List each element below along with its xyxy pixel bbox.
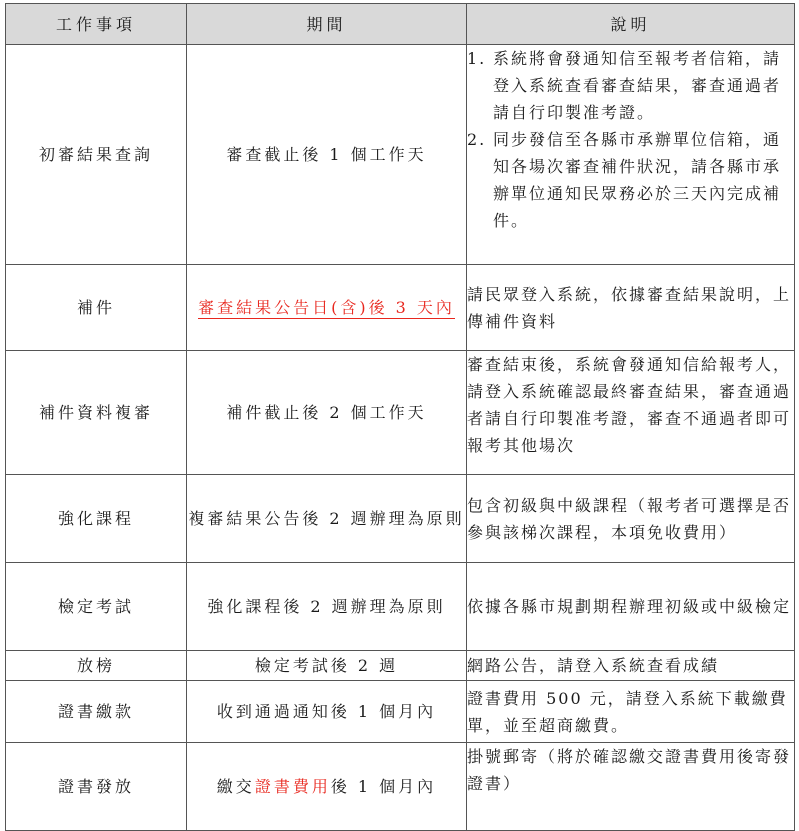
highlighted-period: 審查結果公告日(含)後 3 天內 (198, 298, 455, 317)
row-item: 補件 (6, 265, 187, 351)
row-period: 強化課程後 2 週辦理為原則 (187, 563, 467, 651)
table-row (6, 651, 795, 681)
table-row (6, 681, 795, 743)
row-item: 檢定考試 (6, 563, 187, 651)
list-number: 2. (467, 130, 487, 149)
row-desc: 網路公告，請登入系統查看成績 (467, 651, 795, 681)
table-row (6, 475, 795, 563)
row-desc: 審查結束後，系統會發通知信給報考人，請登入系統確認最終審查結果，審查通過者請自行印製准考證，審查不通過者即可報考其他場次 (467, 351, 795, 475)
row-period: 收到通過通知後 1 個月內 (187, 681, 467, 743)
row-desc: 掛號郵寄（將於確認繳交證書費用後寄發證書） (467, 743, 795, 831)
row-desc (467, 45, 795, 265)
row-period: 檢定考試後 2 週 (187, 651, 467, 681)
row-item: 強化課程 (6, 475, 187, 563)
row-desc: 依據各縣市規劃期程辦理初級或中級檢定 (467, 563, 795, 651)
row-item: 補件資料複審 (6, 351, 187, 475)
table-row (6, 265, 795, 351)
list-item (467, 126, 794, 234)
table-row (6, 351, 795, 475)
row-item: 放榜 (6, 651, 187, 681)
row-item: 初審結果查詢 (6, 45, 187, 265)
period-highlight: 證書費用 (254, 777, 331, 796)
desc-list (467, 45, 794, 234)
period-prefix: 繳交 (216, 777, 255, 796)
header-item: 工作事項 (6, 4, 187, 45)
row-period (187, 743, 467, 831)
row-desc: 包含初級與中級課程（報考者可選擇是否參與該梯次課程，本項免收費用） (467, 475, 795, 563)
row-period: 審查截止後 1 個工作天 (187, 45, 467, 265)
row-desc: 請民眾登入系統，依據審查結果說明，上傳補件資料 (467, 265, 795, 351)
table-row (6, 743, 795, 831)
row-desc: 證書費用 500 元，請登入系統下載繳費單，並至超商繳費。 (467, 681, 795, 743)
table-row (6, 45, 795, 265)
list-number: 1. (467, 49, 487, 68)
list-item (467, 45, 794, 126)
row-item: 證書繳款 (6, 681, 187, 743)
header-period: 期間 (187, 4, 467, 45)
list-text: 同步發信至各縣市承辦單位信箱，通知各場次審查補件狀況，請各縣市承辦單位通知民眾務必於三天內完成補件。 (493, 130, 782, 230)
list-text: 系統將會發通知信至報考者信箱，請登入系統查看審查結果，審查通過者請自行印製准考證。 (493, 49, 782, 122)
schedule-table (5, 3, 795, 831)
header-row (6, 4, 795, 45)
row-period: 複審結果公告後 2 週辦理為原則 (187, 475, 467, 563)
header-desc: 說明 (467, 4, 795, 45)
table-row (6, 563, 795, 651)
period-suffix: 後 1 個月內 (330, 777, 437, 796)
row-item: 證書發放 (6, 743, 187, 831)
row-period (187, 265, 467, 351)
row-period: 補件截止後 2 個工作天 (187, 351, 467, 475)
